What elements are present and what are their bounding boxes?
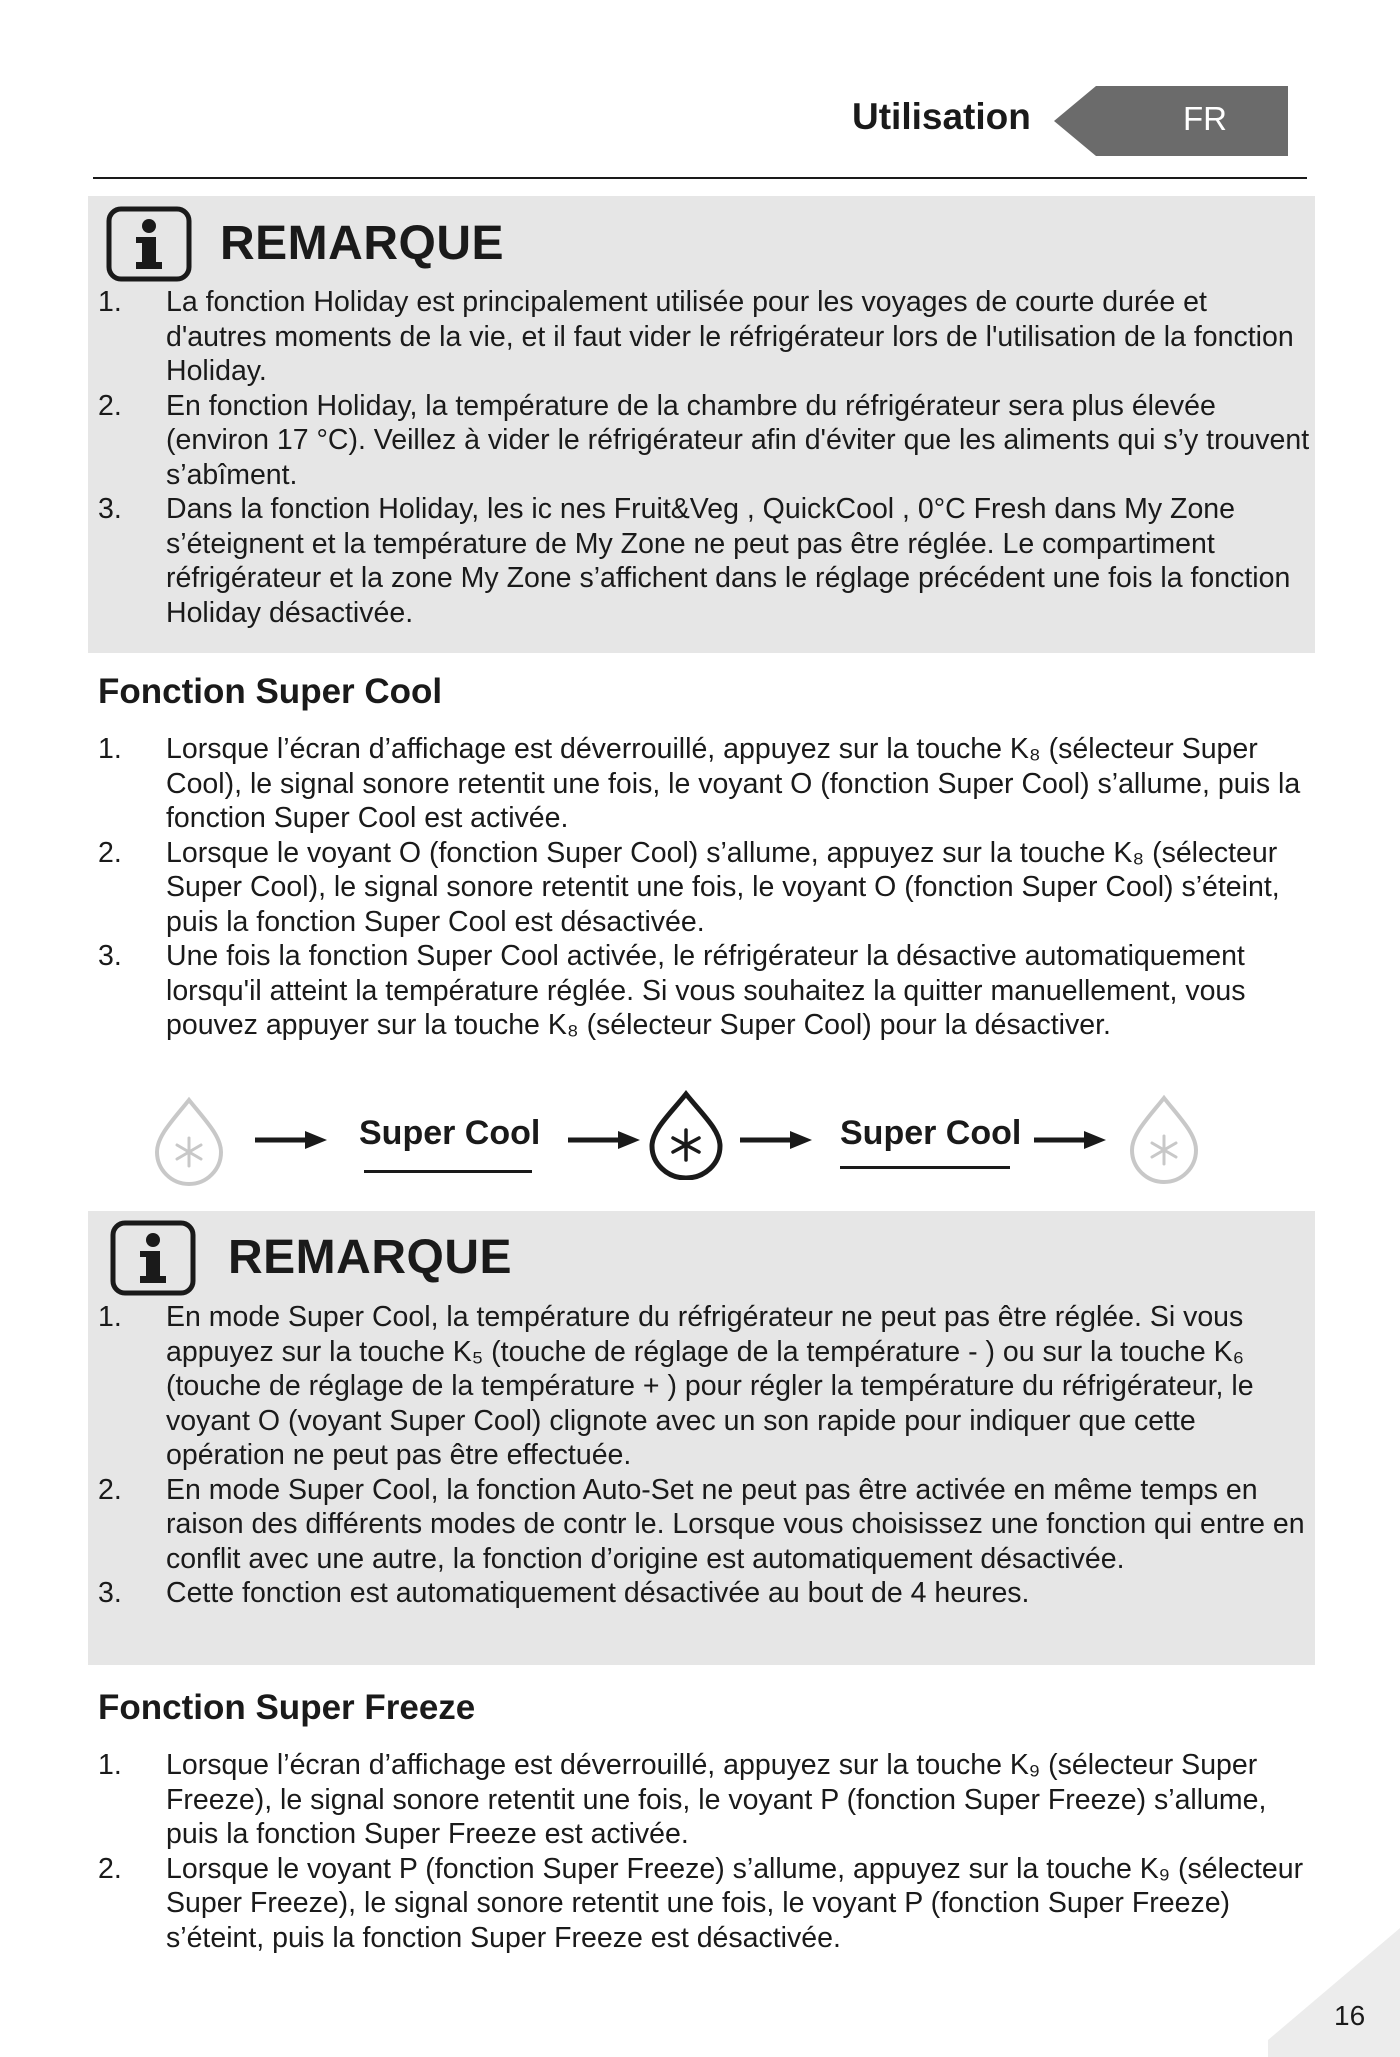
section-title-super-cool: Fonction Super Cool [98,672,443,711]
page-number: 16 [1334,2000,1366,2031]
note-title: REMARQUE [220,217,505,270]
flow-label-2: Super Cool [840,1114,1022,1152]
section-title-super-freeze: Fonction Super Freeze [98,1688,476,1727]
list-item: 1. La fonction Holiday est principalement utilisée pour les voyages de courte durée et d'autres moments de la vie, et il faut vider le réfrigérateur lors de l'utilisation de la fonction Holiday. [98,286,1294,387]
list-item: 3. Une fois la fonction Super Cool activée, le réfrigérateur la désactive automatiquement lorsqu'il atteint la température réglée. Si vous souhaitez la quitter manuellement, vous pouvez appuyer sur la touche K₈ (sélecteur Super Cool) pour la désactiver. [98,940,1246,1041]
list-item: 1. En mode Super Cool, la température du réfrigérateur ne peut pas être réglée. Si vous appuyez sur la touche K₅ (touche de réglage de la température - ) ou sur la touche K₆ (touche de réglage de la température + ) pour régler la température du réfrigérateur, le voyant O (voyant Super Cool) clignote avec un son rapide pour indiquer que cette opération ne peut pas être effectuée. [98,1301,1254,1471]
list-item: 1. Lorsque l’écran d’affichage est déverrouillé, appuyez sur la touche K₉ (sélecteur Super Freeze), le signal sonore retentit une fois, le voyant P (fonction Super Freeze) s’allume, puis la fonction Super Freeze est activée. [98,1749,1267,1850]
list-item: 3. Cette fonction est automatiquement désactivée au bout de 4 heures. [98,1577,1030,1609]
list-item: 2. Lorsque le voyant O (fonction Super Cool) s’allume, appuyez sur la touche K₈ (sélecteur Super Cool), le signal sonore retentit une fois, le voyant O (fonction Super Cool) s’éteint, puis la fonction Super Cool est désactivée. [98,836,1280,938]
list-item: 3. Dans la fonction Holiday, les ic nes Fruit&Veg , QuickCool , 0°C Fresh dans My Zone s’éteignent et la température de My Zone ne peut pas être réglée. Le compartiment réfrigérateur et la zone My Zone s’affichent dans le réglage précédent une fois la fonction Holiday désactivée. [98,493,1291,629]
list-item: 2. En fonction Holiday, la température de la chambre du réfrigérateur sera plus élevée (environ 17 °C). Veillez à vider le réfrigérateur afin d'éviter que les aliments qui s’y trouvent s’abîment. [98,389,1310,491]
list-item: 2. Lorsque le voyant P (fonction Super Freeze) s’allume, appuyez sur la touche K₉ (sélecteur Super Freeze), le signal sonore retentit une fois, le voyant P (fonction Super Freeze) s’éteint, puis la fonction Super Freeze est désactivée. [98,1852,1304,1954]
language-label: FR [1183,100,1227,137]
list-item: 1. Lorsque l’écran d’affichage est déverrouillé, appuyez sur la touche K₈ (sélecteur Super Cool), le signal sonore retentit une fois, le voyant O (fonction Super Cool) s’allume, puis la fonction Super Cool est activée. [98,733,1301,834]
section-header-title: Utilisation [852,96,1031,137]
flow-label-1: Super Cool [359,1114,541,1152]
list-item: 2. En mode Super Cool, la fonction Auto-Set ne peut pas être activée en même temps en raison des différents modes de contr le. Lorsque vous choisissez une fonction qui entre en conflit avec une autre, la fonction d’origine est automatiquement désactivée. [98,1473,1305,1575]
note-title: REMARQUE [228,1231,513,1284]
